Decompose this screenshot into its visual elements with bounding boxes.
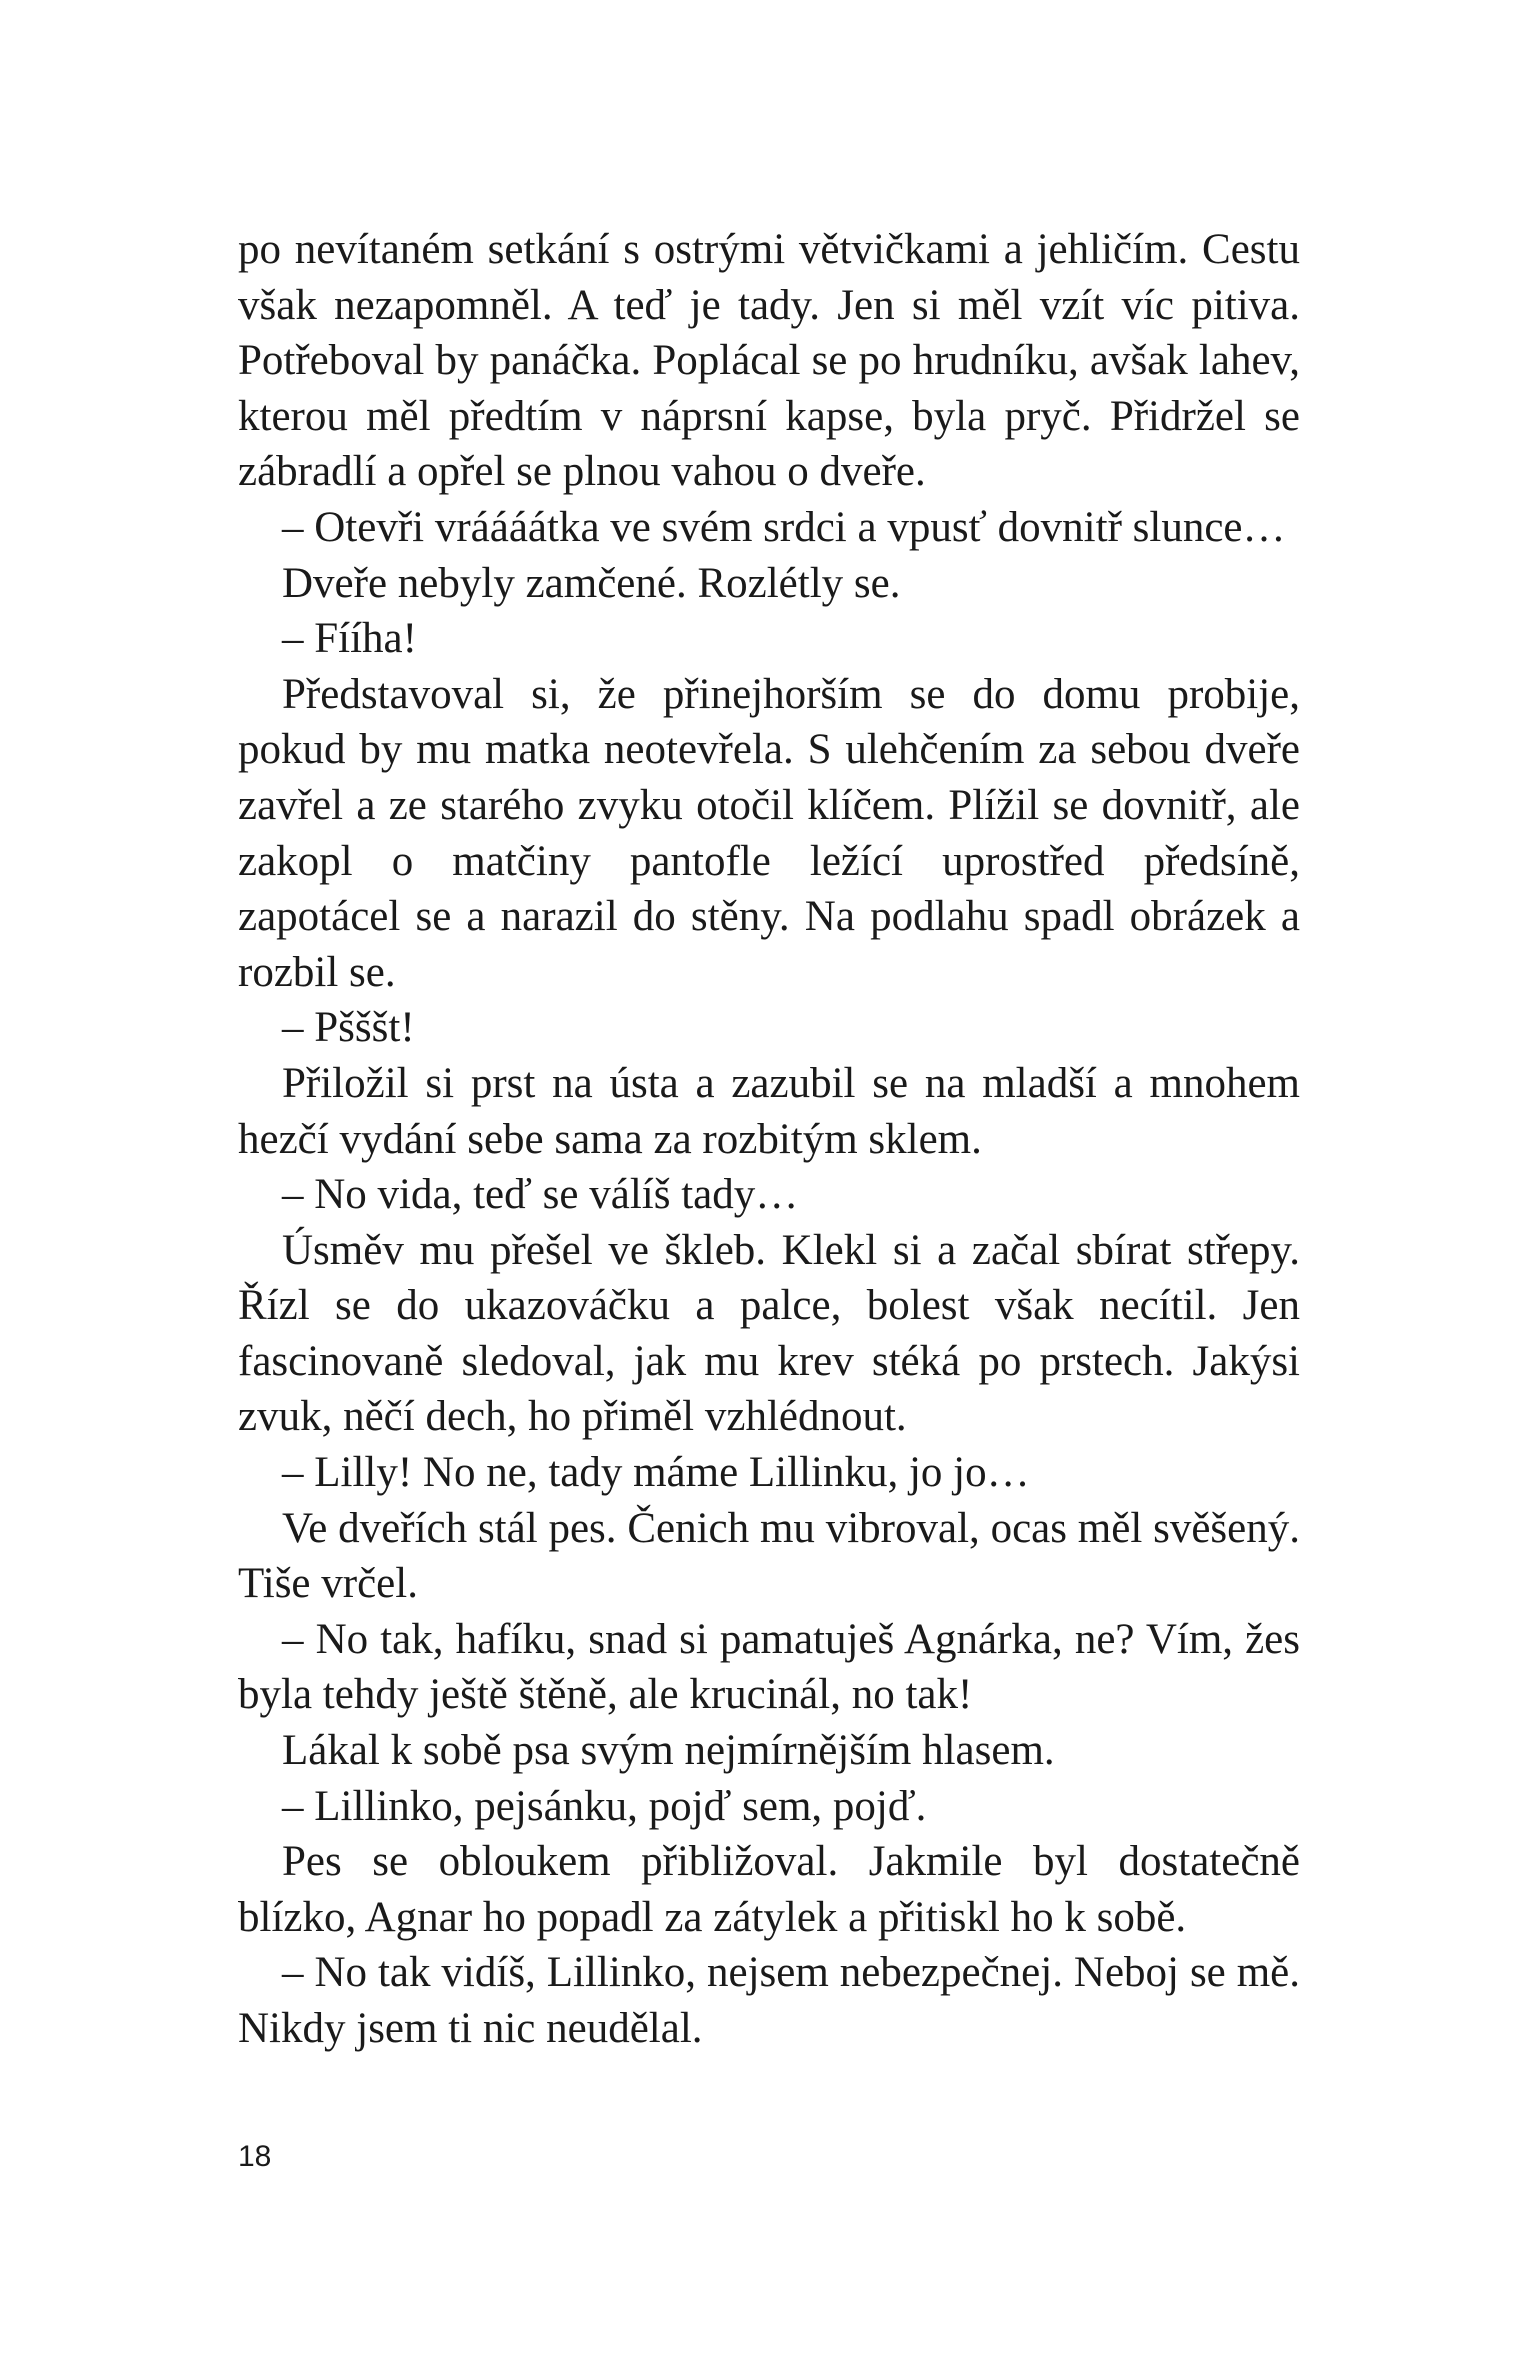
paragraph: – No tak vidíš, Lillinko, nejsem nebezpečnej. Neboj se mě. Nikdy jsem ti nic neudělal. [238, 1949, 1300, 2052]
paragraph: – No tak, hafíku, snad si pamatuješ Agnárka, ne? Vím, žes byla tehdy ještě štěně, ale krucinál, no tak! [238, 1615, 1300, 1719]
paragraph: Představoval si, že přinejhorším se do domu probije, pokud by mu matka neotevřela. S ulehčením za sebou dveře zavřel a ze starého zvyku otočil klíčem. Plížil se dovnitř, ale zakopl o matčiny pantofle ležící uprostřed předsíně, zapotácel se a narazil do stěny. Na podlahu spadl obrázek a rozbil se. [238, 670, 1300, 996]
paragraph: po nevítaném setkání s ostrými větvičkami a jehličím. Cestu však nezapomněl. A teď je tady. Jen si měl vzít víc pitiva. Potřeboval by panáčka. Poplácal se po hrudníku, avšak lahev, kterou měl předtím v náprsní kapse, byla pryč. Přidržel se zábradlí a opřel se plnou vahou o dveře. [238, 226, 1300, 496]
paragraph: – Lillinko, pejsánku, pojď sem, pojď. [282, 1782, 927, 1830]
paragraph: Přiložil si prst na ústa a zazubil se na mladší a mnohem hezčí vydání sebe sama za rozbitým sklem. [238, 1059, 1300, 1163]
paragraph: – Lilly! No ne, tady máme Lillinku, jo jo… [282, 1449, 1030, 1497]
paragraph: Pes se obloukem přibližoval. Jakmile byl dostatečně blízko, Agnar ho popadl za zátylek a přitiskl ho k sobě. [238, 1838, 1300, 1941]
paragraph: – No vida, teď se válíš tady… [282, 1171, 799, 1219]
paragraph: Dveře nebyly zamčené. Rozlétly se. [282, 559, 901, 607]
body-text [238, 222, 1300, 2057]
paragraph: Lákal k sobě psa svým nejmírnějším hlasem. [282, 1727, 1055, 1775]
paragraph: Ve dveřích stál pes. Čenich mu vibroval, ocas měl svěšený. Tiše vrčel. [238, 1504, 1300, 1608]
page-number: 18 [238, 2140, 272, 2173]
paragraph: Úsměv mu přešel ve škleb. Klekl si a začal sbírat střepy. Řízl se do ukazováčku a palce, bolest však necítil. Jen fascinovaně sledoval, jak mu krev stéká po prstech. Jakýsi zvuk, něčí dech, ho přiměl vzhlédnout. [238, 1226, 1300, 1441]
paragraph: – Otevři vráááátka ve svém srdci a vpusť dovnitř slunce… [282, 503, 1286, 551]
paragraph: – Fííha! [282, 615, 417, 663]
paragraph: – Pšššt! [282, 1004, 415, 1052]
